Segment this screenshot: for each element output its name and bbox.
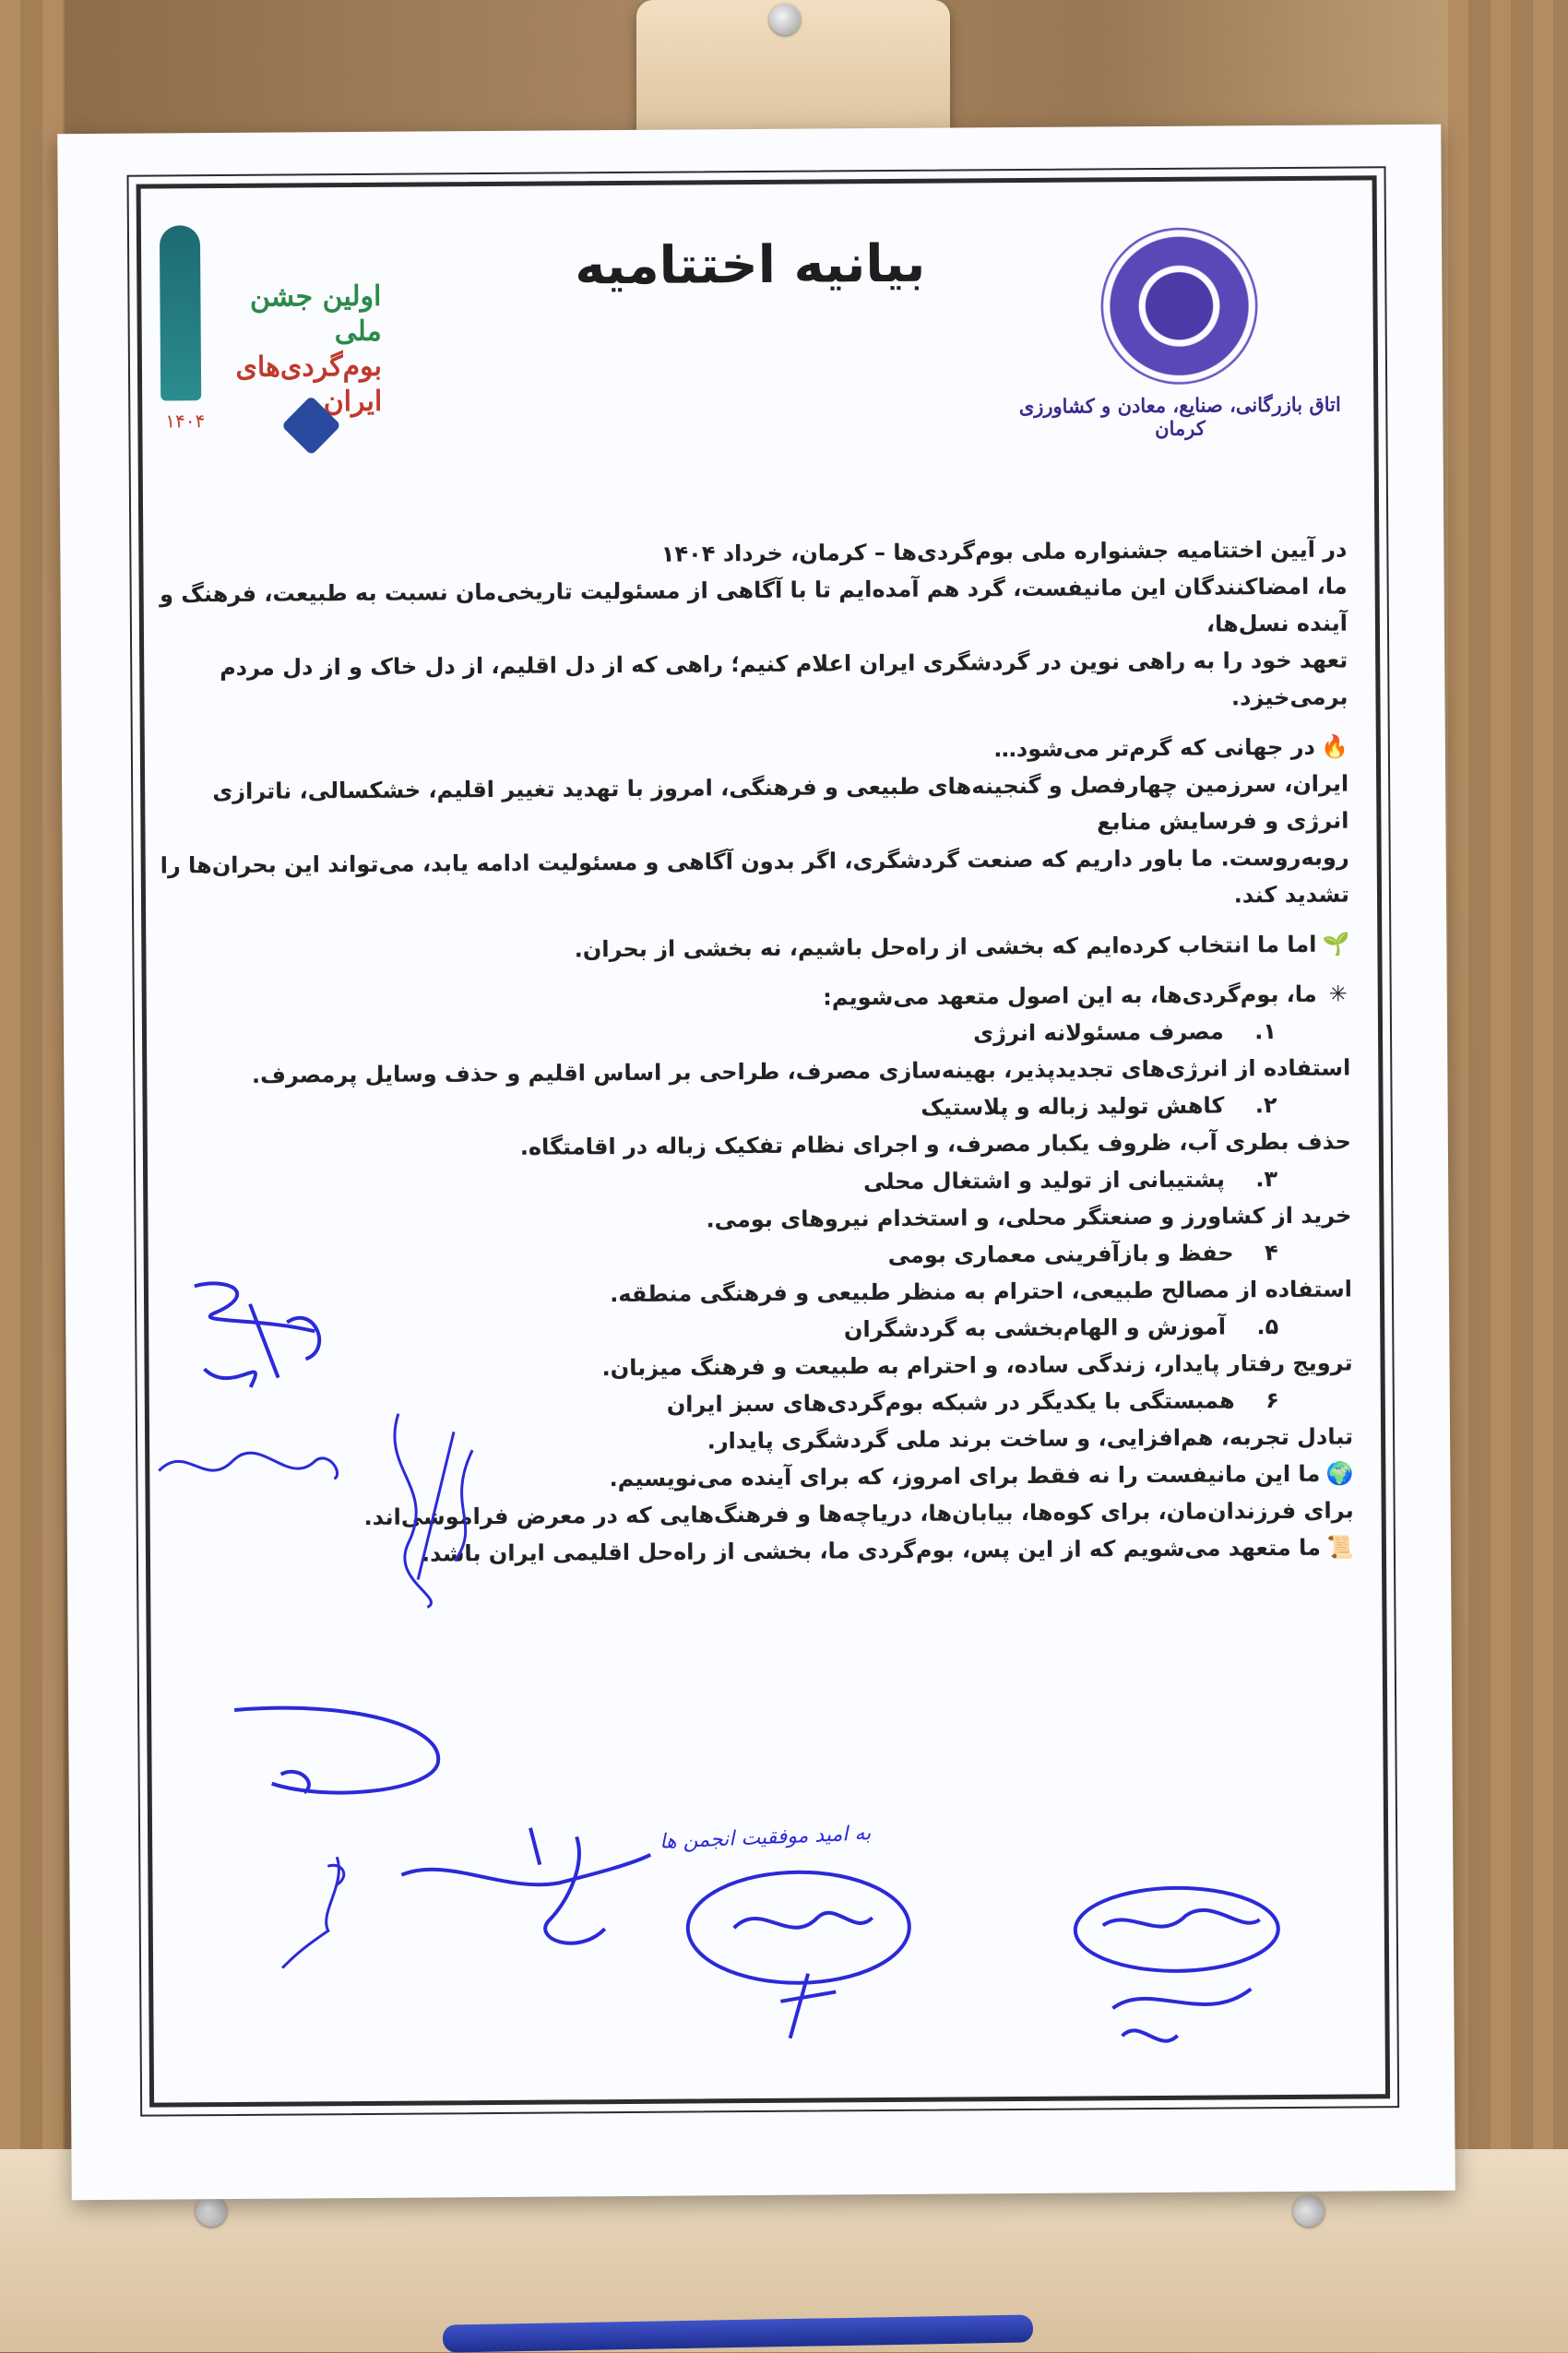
signature-1: [176, 1266, 380, 1416]
principle-title: ۵. آموزش و الهام‌بخشی به گردشگران: [843, 1313, 1279, 1343]
festival-logo-line1: اولین جشن ملی: [249, 279, 382, 349]
signature-3: [343, 1395, 511, 1617]
signature-6: [392, 1818, 670, 1977]
sparkle-icon: ✳: [1328, 980, 1348, 1007]
fire-icon: 🔥: [1320, 733, 1348, 760]
page-title: بیانیه اختتامیه: [574, 233, 926, 297]
intro-line: تعهد خود را به راهی نوین در گردشگری ایران اعلام کنیم؛ راهی که از دل اقلیم، از دل خاک و از دل مردم برمی‌خیزد.: [220, 647, 1348, 711]
principle-title: ۲. کاهش تولید زباله و پلاستیک: [921, 1092, 1277, 1121]
principle-title: ۱. مصرف مسئولانه انرژی: [973, 1018, 1277, 1047]
chamber-logo-text: اتاق بازرگانی، صنایع، معادن و کشاورزی کرمان: [1018, 392, 1341, 440]
principle-desc: تبادل تجربه، هم‌افزایی، و ساخت برند ملی گردشگری پایدار.: [707, 1423, 1354, 1455]
section-warm-line: روبه‌روست. ما باور داریم که صنعت گردشگری، اگر بدون آگاهی و مسئولیت ادامه یابد، می‌تواند این بحران‌ها را تشدید کند.: [160, 844, 1350, 909]
scroll-icon: 📜: [1325, 1534, 1355, 1561]
minaret-icon: [160, 225, 201, 400]
festival-logo: [150, 224, 383, 457]
section-choice: 🌱اما ما انتخاب کرده‌ایم که بخشی از راه‌حل باشیم، نه بخشی از بحران.: [160, 926, 1349, 971]
festival-logo-line2: بوم‌گردی‌های ایران: [235, 350, 383, 419]
easel-screw: [196, 2195, 227, 2227]
intro-line: ما، امضاکنندگان این مانیفست، گرد هم آمده‌ایم تا با آگاهی از مسئولیت تاریخی‌مان نسبت به طبیعت، فرهنگ و آینده نسل‌ها،: [159, 573, 1348, 637]
principle-desc: خرید از کشاورز و صنعتگر محلی، و استخدام نیروهای بومی.: [706, 1202, 1352, 1233]
closing-children: برای فرزندان‌مان، برای کوه‌ها، بیابان‌ها، دریاچه‌ها و فرهنگ‌هایی که در معرض فراموشی‌اند.: [363, 1497, 1354, 1530]
chamber-logo: [999, 226, 1360, 441]
globe-icon: 🌍: [1325, 1460, 1354, 1487]
seedling-icon: 🌱: [1322, 931, 1350, 957]
principle-title: ۶ همبستگی با یکدیگر در شبکه بوم‌گردی‌های سبز ایران: [666, 1387, 1279, 1418]
manifesto-poster: [57, 125, 1455, 2200]
section-warm-heading: 🔥در جهانی که گرم‌تر می‌شود…: [159, 729, 1348, 774]
principle-title: ۴ حفظ و بازآفرینی معماری بومی: [887, 1240, 1278, 1269]
signature-7: [678, 1862, 919, 2049]
wood-panel-left: [0, 0, 65, 2352]
easel-screw: [1293, 2195, 1324, 2227]
festival-logo-text: [206, 279, 382, 421]
principle-title: ۳. پشتیبانی از تولید و اشتغال محلی: [863, 1166, 1278, 1195]
principle-desc: ترویج رفتار پایدار، زندگی ساده، و احترام به طبیعت و فرهنگ میزبان.: [601, 1349, 1353, 1382]
manifesto-body: [157, 531, 1354, 1575]
closing-pledge: 📜ما متعهد می‌شویم که از این پس، بوم‌گردی ما، بخشی از راه‌حل اقلیمی ایران باشد.: [164, 1528, 1354, 1574]
festival-year: ۱۴۰۴: [165, 410, 206, 433]
wood-panel-right: [1448, 0, 1568, 2352]
chamber-emblem-icon: [1100, 227, 1258, 385]
section-commit: ✳ما، بوم‌گردی‌ها، به این اصول متعهد می‌شویم:: [160, 976, 1350, 1021]
easel-screw: [769, 4, 801, 35]
handwritten-note: به امید موفقیت انجمن ها: [659, 1822, 872, 1854]
signature-5: [263, 1848, 374, 1978]
closing-future: 🌍ما این مانیفست را نه فقط برای امروز، که برای آینده می‌نویسیم.: [163, 1455, 1353, 1500]
section-warm-line: ایران، سرزمین چهارفصل و گنجینه‌های طبیعی و فرهنگی، امروز با تهدید تغییر اقلیم، خشکسالی، ناترازی انرژی و فرسایش منابع: [212, 770, 1349, 836]
signature-8: [1065, 1878, 1288, 2064]
principle-desc: استفاده از انرژی‌های تجدیدپذیر، بهینه‌سازی مصرف، طراحی بر اساس اقلیم و حذف وسایل پرمصرف.: [251, 1054, 1351, 1088]
signature-2: [149, 1423, 353, 1508]
principle-desc: حذف بطری آب، ظروف یکبار مصرف، و اجرای نظام تفکیک زباله در اقامتگاه.: [519, 1128, 1351, 1160]
signature-4: [216, 1690, 475, 1812]
intro-line: در آیین اختتامیه جشنواره ملی بوم‌گردی‌ها – کرمان، خرداد ۱۴۰۴: [660, 536, 1348, 567]
principle-desc: استفاده از مصالح طبیعی، احترام به منظر طبیعی و فرهنگی منطقه.: [610, 1276, 1353, 1308]
